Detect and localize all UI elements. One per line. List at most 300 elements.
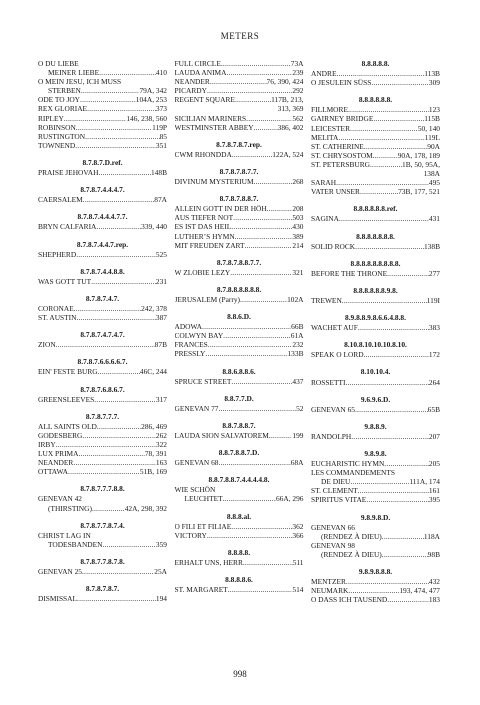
dot-leader: [346, 378, 429, 387]
tune-entry: [175, 177, 304, 186]
tune-entry-line: [311, 151, 440, 160]
tune-name: DIVINUM MYSTERIUM: [174, 177, 254, 187]
page-refs: 76, 390, 424: [266, 77, 304, 87]
tune-entry-line: [311, 486, 440, 495]
tune-name-continued: LEUCHTET: [184, 494, 223, 504]
tune-entry-line: [311, 78, 440, 87]
dot-leader: [233, 213, 292, 222]
tune-entry-line: [38, 104, 167, 113]
page-refs: 123: [428, 105, 440, 115]
tune-entry-line: [311, 142, 440, 151]
tune-entry: [38, 494, 167, 512]
tune-entry: [38, 59, 167, 77]
tune-entry: [311, 133, 440, 142]
dot-leader: [210, 77, 267, 86]
tune-entry-line: [38, 567, 167, 576]
tune-entry: [311, 486, 440, 495]
tune-entry: [175, 114, 304, 123]
tune-entry-line: [311, 350, 440, 359]
dot-leader: [371, 78, 429, 87]
tune-entry: [311, 187, 440, 196]
dot-leader: [223, 331, 291, 340]
page-refs-continued: 138A: [423, 169, 440, 179]
tune-entry: [175, 232, 304, 241]
tune-name: CORONAE: [38, 303, 74, 313]
dot-leader: [355, 405, 428, 414]
tune-name: SPEAK O LORD: [311, 350, 364, 360]
page-refs: 366: [292, 530, 304, 540]
meter-heading: 8.8.7.8.8.7.: [222, 420, 256, 430]
page-refs: 138B: [423, 241, 440, 251]
tune-name: GENEVAN 25: [38, 567, 82, 577]
page-refs: 148B: [150, 168, 167, 178]
tune-name: ALL SAINTS OLD: [38, 421, 97, 431]
tune-entry-line: [38, 68, 167, 77]
tune-entry-line: [175, 213, 304, 222]
tune-entry-line: [311, 405, 440, 414]
tune-entry: [175, 213, 304, 222]
tune-name: OTTAWA: [38, 467, 69, 477]
tune-name: DISMISSAL: [38, 594, 78, 604]
page-refs: 117B, 213,: [271, 95, 304, 105]
meter-heading: 8.7.8.7.4.4.8.8.: [80, 266, 125, 276]
tune-entry-line: [175, 494, 304, 503]
page-refs: 410: [155, 68, 167, 78]
meter-heading: 8.8.7.8.8.7.4.4.4.4.8.: [208, 475, 270, 485]
meter-heading: 8.7.8.7.8.7.rep.: [216, 139, 262, 149]
tune-entry: [311, 323, 440, 332]
tune-entry: [311, 178, 440, 187]
tune-entry-line: [38, 440, 167, 449]
tune-entry-line: [311, 178, 440, 187]
tune-entry: [38, 77, 167, 95]
meter-heading: 9.8.9.8.8.8.: [358, 567, 393, 577]
dot-leader: [348, 105, 429, 114]
tune-name: EIN' FESTE BURG: [38, 367, 98, 377]
tune-name-continued: (RENDEZ À DIEU): [321, 531, 382, 541]
page-refs: 66B: [291, 322, 304, 332]
dot-leader: [76, 123, 152, 132]
tune-entry: [311, 459, 440, 468]
tune-entry: [311, 78, 440, 87]
tune-entry-line: [175, 123, 304, 132]
tune-entry: [311, 586, 440, 595]
tune-entry: [38, 304, 167, 313]
tune-entry: [38, 531, 167, 549]
tune-name: VATER UNSER: [311, 187, 360, 197]
tune-name: GENEVAN 42: [38, 494, 82, 504]
index-column-1: [38, 59, 167, 604]
dot-leader: [78, 449, 144, 458]
tune-name: GENEVAN 98: [311, 540, 355, 550]
meter-heading: 9.8.9.8.D.: [360, 512, 391, 522]
tune-name-continued: (RENDEZ À DIEU): [321, 549, 382, 559]
tune-name: ST. PETERSBURG: [311, 159, 370, 169]
dot-leader: [254, 177, 293, 186]
tune-entry-line: [311, 459, 440, 468]
tune-entry-line: [175, 531, 304, 540]
meter-heading: 8.7.8.8.8.8.8.8.: [216, 284, 262, 294]
meter-heading: 8.8.8.al.: [226, 511, 252, 521]
page-refs: 264: [428, 377, 440, 387]
page-refs: 214: [292, 240, 304, 250]
tune-entry: [311, 105, 440, 114]
tune-entry-line: [175, 431, 304, 440]
tune-entry: [38, 114, 167, 123]
tune-name: MELITA: [311, 132, 339, 142]
dot-leader: [81, 86, 140, 95]
tune-entry: [38, 123, 167, 132]
tune-entry-line: [175, 241, 304, 250]
page-refs: 292: [292, 86, 304, 96]
dot-leader: [373, 151, 398, 160]
dot-leader: [99, 68, 156, 77]
tune-name: EUCHARISTIC HYMN: [311, 459, 385, 469]
dot-leader: [336, 69, 424, 78]
tune-name: FULL CIRCLE: [174, 59, 221, 68]
tune-entry: [311, 69, 440, 78]
page-refs: 85: [159, 131, 167, 141]
dot-leader: [207, 86, 292, 95]
page-refs: 525: [155, 249, 167, 259]
running-head: METERS: [220, 31, 260, 41]
page-refs: 437: [292, 376, 304, 386]
tune-name: O FILI ET FILIAE: [174, 521, 232, 531]
meter-heading: 8.7.8.7.4.7.: [85, 293, 120, 303]
dot-leader: [76, 313, 155, 322]
dot-leader: [269, 431, 293, 440]
tune-name: WACHET AUF: [311, 323, 358, 333]
tune-entry-line: [38, 277, 167, 286]
tune-entry: [311, 142, 440, 151]
tune-entry-line: [175, 404, 304, 413]
page-refs: 503: [292, 213, 304, 223]
meter-heading: 8.7.8.7.4.4.7.rep.: [76, 239, 129, 249]
tune-entry: [311, 296, 440, 305]
dot-leader: [364, 350, 429, 359]
tune-entry: [175, 585, 304, 594]
dot-leader: [82, 431, 156, 440]
tune-entry: [311, 151, 440, 160]
tune-entry: [38, 440, 167, 449]
dot-leader: [98, 367, 140, 376]
dot-leader: [346, 577, 429, 586]
tune-entry-line: [175, 522, 304, 531]
tune-name: ES IST DAS HEIL: [174, 222, 232, 232]
page-refs: 98B: [427, 549, 440, 559]
page-refs: 1B, 50, 95A,: [402, 159, 440, 169]
dot-leader: [56, 340, 155, 349]
tune-entry-line: [38, 395, 167, 404]
page-refs: 321: [292, 267, 304, 277]
tune-name: ST. CLEMENT: [311, 486, 358, 496]
tune-name: PICARDY: [174, 86, 207, 96]
page-refs: 90A: [427, 141, 440, 151]
dot-leader: [83, 195, 155, 204]
tune-name: VICTORY: [174, 530, 207, 540]
page-refs: 286, 469: [141, 421, 167, 431]
dot-leader: [235, 232, 293, 241]
tune-entry: [311, 495, 440, 504]
tune-name: WESTMINSTER ABBEY: [174, 122, 254, 132]
meter-heading: 8.7.8.7.4.4.4.7.7.: [77, 212, 128, 222]
meter-heading: 8.8.6.D.: [227, 312, 251, 322]
dot-leader: [387, 269, 429, 278]
tune-entry-line: [175, 204, 304, 213]
tune-name: GENEVAN 66: [311, 522, 355, 532]
tune-name: NEUMARK: [311, 586, 349, 596]
dot-leader: [350, 477, 409, 486]
tune-entry-line: [311, 133, 440, 142]
tune-entry: [311, 468, 440, 486]
tune-entry: [311, 269, 440, 278]
meter-heading: 8.8.6.8.8.6.: [222, 366, 256, 376]
dot-leader: [338, 133, 424, 142]
tune-entry: [38, 367, 167, 376]
page-refs: 161: [428, 486, 440, 496]
tune-entry: [38, 431, 167, 440]
tune-entry-line: [311, 124, 440, 133]
tune-entry-line: [311, 323, 440, 332]
tune-entry: [311, 432, 440, 441]
tune-entry-line: [311, 595, 440, 604]
dot-leader: [382, 532, 424, 541]
tune-entry-line: [38, 540, 167, 549]
tune-entry-line: [175, 232, 304, 241]
page-refs: 172: [428, 350, 440, 360]
page-refs: 194: [155, 594, 167, 604]
tune-name: BEFORE THE THRONE: [311, 268, 388, 278]
page-refs: 511: [292, 557, 304, 567]
tune-name: ERHALT UNS, HERR: [174, 557, 243, 567]
page-refs: 431: [428, 214, 440, 224]
dot-leader: [223, 494, 276, 503]
tune-entry: [38, 222, 167, 231]
page-refs: 73A: [290, 59, 304, 68]
page-refs: 42A, 298, 392: [124, 503, 167, 513]
dot-leader: [208, 340, 293, 349]
dot-leader: [235, 95, 271, 104]
tune-name: SHEPHERD: [38, 249, 77, 259]
tune-entry-line: [38, 313, 167, 322]
tune-entry-line: [311, 477, 440, 486]
meter-heading: 8.10.10.4.: [360, 367, 391, 377]
meter-heading: 8.8.8.8.6.: [225, 575, 253, 585]
tune-entry: [175, 331, 304, 340]
tune-entry-line: [311, 532, 440, 541]
tune-entry: [175, 295, 304, 304]
meter-heading: 8.7.8.7.7.8.7.4.: [80, 520, 125, 530]
tune-entry-line: [175, 222, 304, 231]
page-refs: 87B: [154, 340, 167, 350]
tune-name: ROSSETTI: [311, 377, 346, 387]
dot-leader: [205, 349, 287, 358]
page-refs: 118A: [423, 531, 440, 541]
meter-heading: 8.7.8.7.8.8.7.7.: [216, 257, 262, 267]
dot-leader: [73, 458, 156, 467]
tune-entry-line: [38, 250, 167, 259]
tune-name: LAUDA ANIMA: [174, 68, 227, 78]
tune-entry-line: [311, 432, 440, 441]
dot-leader: [366, 495, 429, 504]
page-refs: 387: [155, 313, 167, 323]
tune-entry: [311, 378, 440, 387]
tune-entry-line: [38, 86, 167, 95]
meter-heading: 8.7.8.7.7.7.: [85, 411, 120, 421]
tune-entry-line: [38, 422, 167, 431]
tune-entry: [38, 195, 167, 204]
page-refs: 102A: [287, 294, 304, 304]
page-refs: 52: [296, 403, 304, 413]
tune-entry: [38, 458, 167, 467]
dot-leader: [207, 531, 293, 540]
dot-leader: [370, 160, 402, 169]
dot-leader: [82, 567, 154, 576]
meter-heading: 8.8.8.8.8.8.9.8.: [353, 285, 398, 295]
index-column-2: [175, 59, 304, 604]
dot-leader: [358, 323, 429, 332]
tune-name: GENEVAN 68: [174, 458, 219, 468]
tune-entry-line: [175, 322, 304, 331]
meter-heading: 8.8.8.8.8.8.8.: [356, 231, 395, 241]
meter-heading: 8.7.8.7.D.ref.: [82, 157, 123, 167]
tune-name: IRBY: [38, 440, 56, 449]
tune-entry: [311, 160, 440, 178]
meter-heading: 9.8.8.9.: [364, 421, 387, 431]
tune-entry: [38, 277, 167, 286]
tune-entry-line: [311, 114, 440, 123]
tune-entry: [175, 59, 304, 68]
page-refs: 495: [428, 178, 440, 188]
tune-entry: [175, 377, 304, 386]
page-refs: 104A, 253: [135, 95, 167, 105]
tune-entry: [175, 458, 304, 467]
tune-name: MENTZER: [311, 577, 346, 587]
meter-heading: 8.8.8.8.: [227, 547, 251, 557]
page-refs: 359: [155, 539, 167, 549]
tune-name: ANDRE: [311, 69, 337, 79]
page-refs: 90A, 178, 189: [397, 150, 440, 160]
tune-name: SPIRITUS VITAE: [311, 495, 367, 505]
dot-leader: [219, 458, 291, 467]
tune-entry-line: [38, 132, 167, 141]
tune-entry: [175, 150, 304, 159]
tune-entry: [175, 123, 304, 132]
dot-leader: [231, 377, 292, 386]
tune-entry: [311, 523, 440, 541]
tune-entry-line: [38, 304, 167, 313]
tune-entry: [38, 313, 167, 322]
dot-leader: [92, 504, 125, 513]
tune-name: ST. CHRYSOSTOM: [311, 150, 373, 160]
dot-leader: [254, 123, 278, 132]
tune-entry: [38, 340, 167, 349]
page-refs: 562: [292, 113, 304, 123]
tune-entry: [175, 68, 304, 77]
tune-entry-line: [38, 222, 167, 231]
tune-name: JERUSALEM (Parry): [174, 294, 240, 304]
tune-name: LAUDA SION SALVATOREM: [174, 431, 269, 440]
dot-leader: [360, 187, 398, 196]
meter-heading: 8.8.8.8.8.8.: [358, 95, 393, 105]
dot-leader: [350, 124, 418, 133]
tune-entry-line: [38, 195, 167, 204]
tune-name: TOWNEND: [38, 140, 76, 150]
page-refs: 386, 402: [277, 122, 304, 132]
page-refs: 73B, 177, 521: [398, 187, 440, 197]
tune-name: ADOWA: [174, 322, 203, 332]
tune-entry: [175, 322, 304, 331]
dot-leader: [228, 585, 293, 594]
meter-heading: 8.8.8.8.8.8.ref.: [353, 204, 398, 214]
tune-entry: [38, 567, 167, 576]
tune-name-continued: MEINER LIEBE: [48, 68, 100, 78]
tune-name: WIE SCHÖN: [174, 485, 216, 495]
tune-name: CAERSALEM: [38, 195, 83, 205]
page-refs: 268: [292, 177, 304, 187]
page-refs: 163: [155, 458, 167, 468]
dot-leader: [56, 440, 156, 449]
dot-leader: [364, 142, 427, 151]
tune-entry-line: [175, 585, 304, 594]
tune-entry-line: [175, 114, 304, 123]
tune-entry-line: [175, 458, 304, 467]
dot-leader: [373, 114, 424, 123]
page-refs: 430: [292, 222, 304, 232]
meter-heading: 8.8.7.8.8.7.D.: [218, 448, 260, 458]
page-refs: 262: [155, 430, 167, 440]
page-refs: 119P: [152, 122, 167, 132]
tune-entry: [175, 95, 304, 113]
page-refs: 383: [428, 323, 440, 333]
tune-entry: [175, 431, 304, 440]
tune-entry: [311, 577, 440, 586]
page-refs: 231: [155, 276, 167, 286]
tune-name: SPRUCE STREET: [174, 376, 232, 386]
tune-name: LUX PRIMA: [38, 449, 79, 459]
tune-name: RUSTINGTON: [38, 131, 86, 141]
page-refs: 46C, 244: [139, 367, 167, 377]
tune-name: LEICESTER: [311, 123, 351, 133]
tune-entry-line: [38, 340, 167, 349]
page-refs: 322: [155, 440, 167, 449]
tune-entry-line: [311, 69, 440, 78]
tune-name: FILLMORE: [311, 105, 348, 115]
dot-leader: [231, 222, 292, 231]
tune-entry-line: [175, 268, 304, 277]
page-refs: 79A, 342: [139, 86, 167, 96]
page-refs: 362: [292, 521, 304, 531]
page-refs: 68A: [290, 458, 304, 468]
tune-entry: [311, 595, 440, 604]
tune-entry-line: [175, 331, 304, 340]
page-refs: 205: [428, 459, 440, 469]
tune-name: GAIRNEY BRIDGE: [311, 114, 374, 124]
dot-leader: [85, 132, 160, 141]
page-refs: 111A, 174: [409, 477, 440, 487]
tune-entry: [38, 395, 167, 404]
dot-leader: [336, 178, 429, 187]
dot-leader: [94, 395, 156, 404]
tune-name: TREWEN: [311, 295, 342, 305]
page-refs: 50, 140: [417, 123, 440, 133]
tune-name-continued: DE DIEU: [321, 477, 351, 487]
tune-entry-line: [311, 269, 440, 278]
tune-name: O DASS ICH TAUSEND: [311, 595, 388, 605]
tune-entry-line: [311, 105, 440, 114]
tune-entry-line: [175, 59, 304, 68]
meter-heading: 9.8.9.8.: [364, 449, 387, 458]
